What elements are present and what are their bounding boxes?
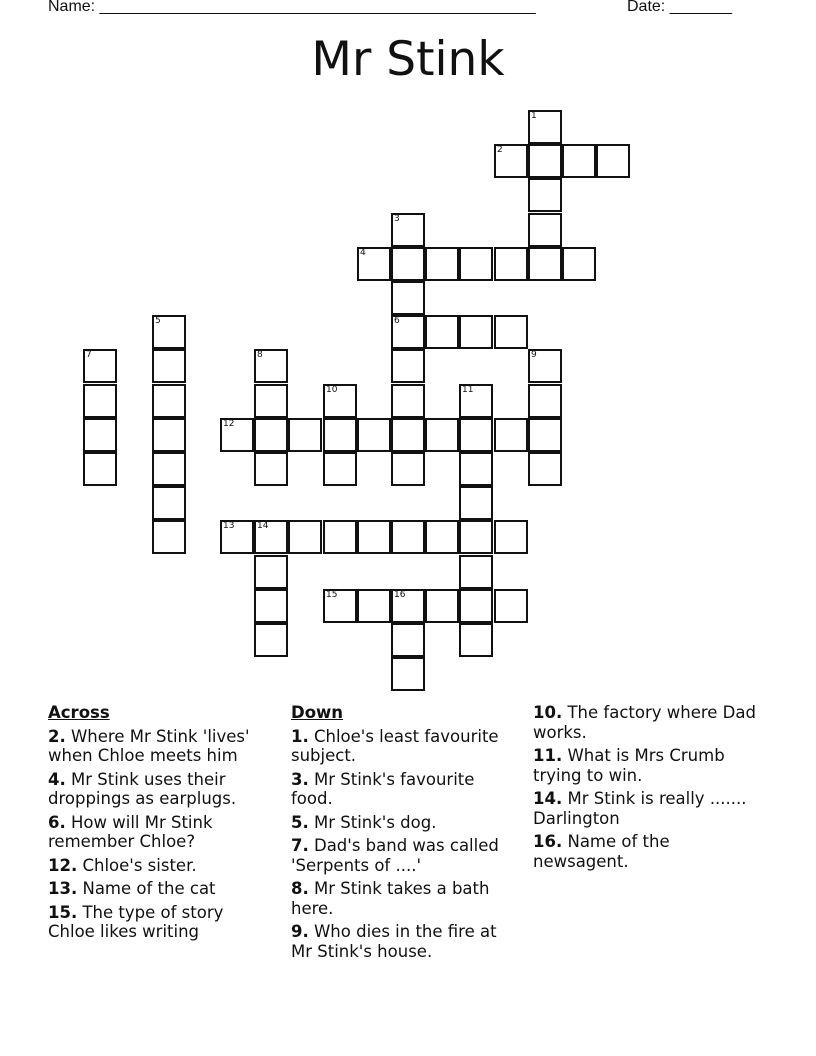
grid-cell[interactable] [494, 418, 528, 452]
clue-item [291, 727, 516, 766]
cell-number: 4 [360, 248, 366, 258]
grid-cell[interactable] [459, 623, 493, 657]
cell-number: 3 [394, 214, 400, 224]
grid-cell[interactable] [494, 520, 528, 554]
grid-cell[interactable] [357, 247, 391, 281]
grid-cell[interactable] [288, 520, 322, 554]
grid-cell[interactable] [425, 418, 459, 452]
grid-cell[interactable] [528, 213, 562, 247]
grid-cell[interactable] [391, 623, 425, 657]
grid-cell[interactable] [562, 144, 596, 178]
grid-cell[interactable] [254, 555, 288, 589]
grid-cell[interactable] [391, 589, 425, 623]
page-title: Mr Stink [311, 32, 505, 87]
clue-text: Where Mr Stink 'lives' when Chloe meets him [48, 726, 250, 765]
clue-number: 11. [533, 746, 563, 765]
grid-cell[interactable] [391, 452, 425, 486]
across-clues [48, 703, 273, 946]
clue-item [48, 727, 273, 766]
grid-cell[interactable] [254, 384, 288, 418]
grid-cell[interactable] [323, 452, 357, 486]
grid-cell[interactable] [152, 349, 186, 383]
grid-cell[interactable] [254, 589, 288, 623]
grid-cell[interactable] [528, 144, 562, 178]
clue-item [533, 746, 758, 785]
clue-text: Mr Stink takes a bath here. [291, 879, 490, 918]
clue-text: What is Mrs Crumb trying to win. [533, 746, 725, 785]
grid-cell[interactable] [152, 315, 186, 349]
grid-cell[interactable] [323, 384, 357, 418]
grid-cell[interactable] [459, 384, 493, 418]
grid-cell[interactable] [528, 349, 562, 383]
cell-number: 14 [257, 521, 269, 531]
cell-number: 10 [326, 385, 338, 395]
grid-cell[interactable] [459, 520, 493, 554]
grid-cell[interactable] [459, 452, 493, 486]
clue-number: 12. [48, 855, 78, 875]
grid-cell[interactable] [152, 486, 186, 520]
grid-cell[interactable] [254, 418, 288, 452]
grid-cell[interactable] [254, 520, 288, 554]
clue-text: Mr Stink is really ....... Darlington [533, 789, 747, 828]
grid-cell[interactable] [152, 452, 186, 486]
grid-cell[interactable] [459, 589, 493, 623]
cell-number: 9 [531, 350, 537, 360]
clue-item [291, 836, 516, 875]
clue-number: 1. [291, 726, 309, 746]
grid-cell[interactable] [425, 589, 459, 623]
clue-number: 14. [533, 789, 563, 808]
grid-cell[interactable] [391, 213, 425, 247]
grid-cell[interactable] [357, 589, 391, 623]
clue-number: 7. [291, 836, 309, 855]
grid-cell[interactable] [528, 452, 562, 486]
clue-item [533, 703, 758, 742]
clue-text: Mr Stink uses their droppings as earplugs. [48, 769, 237, 808]
grid-cell[interactable] [152, 384, 186, 418]
grid-cell[interactable] [494, 247, 528, 281]
grid-cell[interactable] [494, 144, 528, 178]
grid-cell[interactable] [288, 418, 322, 452]
cell-number: 7 [86, 350, 92, 360]
grid-cell[interactable] [459, 418, 493, 452]
grid-cell[interactable] [459, 247, 493, 281]
grid-cell[interactable] [357, 520, 391, 554]
grid-cell[interactable] [254, 623, 288, 657]
grid-cell[interactable] [391, 418, 425, 452]
grid-cell[interactable] [391, 657, 425, 691]
clue-number: 6. [48, 812, 66, 832]
clue-text: Mr Stink's favourite food. [291, 769, 475, 808]
clue-number: 4. [48, 769, 66, 789]
grid-cell[interactable] [83, 418, 117, 452]
grid-cell[interactable] [83, 349, 117, 383]
across-heading: Across [48, 703, 110, 722]
grid-cell[interactable] [220, 520, 254, 554]
clue-text: Name of the newsagent. [533, 832, 670, 871]
grid-cell[interactable] [425, 247, 459, 281]
cell-number: 12 [223, 419, 235, 429]
grid-cell[interactable] [528, 384, 562, 418]
clue-text: Mr Stink's dog. [308, 812, 437, 832]
grid-cell[interactable] [528, 418, 562, 452]
clue-item [291, 770, 516, 809]
clue-number: 10. [533, 703, 563, 722]
cell-number: 15 [326, 590, 338, 600]
clue-item [48, 813, 273, 852]
grid-cell[interactable] [391, 315, 425, 349]
down-clues [291, 703, 516, 965]
grid-cell[interactable] [459, 315, 493, 349]
grid-cell[interactable] [323, 589, 357, 623]
cell-number: 8 [257, 350, 263, 360]
clue-text: Chloe's least favourite subject. [291, 726, 499, 765]
grid-cell[interactable] [528, 110, 562, 144]
cell-number: 2 [497, 145, 503, 155]
grid-cell[interactable] [323, 520, 357, 554]
date-line: Date: _______ [627, 0, 732, 15]
clue-item [533, 789, 758, 828]
grid-cell[interactable] [425, 315, 459, 349]
grid-cell[interactable] [391, 384, 425, 418]
clue-number: 9. [291, 922, 309, 941]
clue-item [533, 832, 758, 871]
clue-number: 8. [291, 879, 309, 898]
grid-cell[interactable] [357, 418, 391, 452]
grid-cell[interactable] [562, 247, 596, 281]
clue-item [48, 879, 273, 899]
clue-item [291, 922, 516, 961]
clue-text: Dad's band was called 'Serpents of ....' [291, 836, 499, 875]
clue-text: The type of story Chloe likes writing [48, 902, 224, 941]
grid-cell[interactable] [83, 384, 117, 418]
clue-number: 13. [48, 879, 78, 898]
clue-item [291, 879, 516, 918]
name-line: Name: _________________________________________________ [48, 0, 536, 15]
down-heading: Down [291, 703, 344, 722]
cell-number: 6 [394, 316, 400, 326]
grid-cell[interactable] [596, 144, 630, 178]
grid-cell[interactable] [220, 418, 254, 452]
grid-cell[interactable] [528, 178, 562, 212]
cell-number: 1 [531, 111, 537, 121]
cell-number: 13 [223, 521, 235, 531]
grid-cell[interactable] [391, 247, 425, 281]
grid-cell[interactable] [323, 418, 357, 452]
clue-text: Who dies in the fire at Mr Stink's house. [291, 922, 497, 961]
grid-cell[interactable] [459, 486, 493, 520]
clue-item [48, 770, 273, 809]
grid-cell[interactable] [254, 349, 288, 383]
clue-text: How will Mr Stink remember Chloe? [48, 812, 213, 851]
grid-cell[interactable] [152, 418, 186, 452]
grid-cell[interactable] [391, 281, 425, 315]
clue-item [48, 903, 273, 942]
clue-item [48, 856, 273, 876]
grid-cell[interactable] [83, 452, 117, 486]
grid-cell[interactable] [391, 349, 425, 383]
clue-number: 5. [291, 812, 309, 832]
clue-text: Chloe's sister. [77, 855, 197, 875]
cell-number: 11 [462, 385, 474, 395]
grid-cell[interactable] [425, 520, 459, 554]
clue-number: 15. [48, 902, 78, 922]
down-clues-continued [533, 703, 758, 875]
grid-cell[interactable] [494, 315, 528, 349]
clue-number: 3. [291, 769, 309, 789]
clue-number: 2. [48, 726, 66, 746]
cell-number: 5 [155, 316, 161, 326]
grid-cell[interactable] [528, 247, 562, 281]
grid-cell[interactable] [494, 589, 528, 623]
grid-cell[interactable] [391, 520, 425, 554]
clue-text: The factory where Dad works. [533, 703, 756, 742]
grid-cell[interactable] [254, 452, 288, 486]
clue-item [291, 813, 516, 833]
grid-cell[interactable] [459, 555, 493, 589]
clue-text: Name of the cat [77, 879, 216, 898]
clue-number: 16. [533, 832, 563, 851]
grid-cell[interactable] [152, 520, 186, 554]
cell-number: 16 [394, 590, 406, 600]
